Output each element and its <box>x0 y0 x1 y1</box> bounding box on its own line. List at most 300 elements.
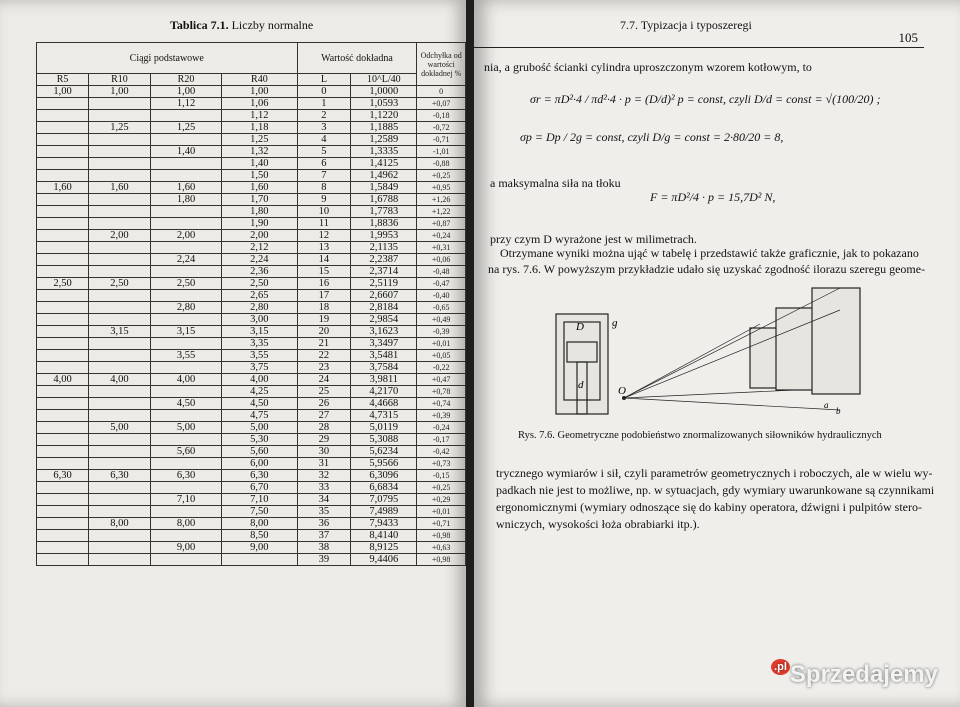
table-row <box>37 122 466 134</box>
table-cell: 22 <box>297 350 351 362</box>
header-r10: R10 <box>89 74 151 86</box>
table-cell <box>150 158 221 170</box>
table-cell: 4,00 <box>150 374 221 386</box>
table-cell <box>89 170 151 182</box>
table-row <box>37 206 466 218</box>
table-cell: 1,12 <box>222 110 297 122</box>
header-exact-value: Wartość dokładna <box>297 43 417 74</box>
table-cell: -0,47 <box>417 278 466 290</box>
table-cell: 1,00 <box>37 86 89 98</box>
table-cell <box>37 194 89 206</box>
table-cell: 4,50 <box>150 398 221 410</box>
table-cell <box>37 242 89 254</box>
table-cell: +0,47 <box>417 374 466 386</box>
table-cell: 23 <box>297 362 351 374</box>
paragraph-line: Otrzymane wyniki można ująć w tabelę i przedstawić także graficznie, jak to pokazano <box>500 246 919 260</box>
table-row <box>37 422 466 434</box>
table-cell: -0,71 <box>417 134 466 146</box>
table-cell: 4,25 <box>222 386 297 398</box>
table-cell: 2,00 <box>89 230 151 242</box>
table-row <box>37 98 466 110</box>
table-cell: 1,25 <box>89 122 151 134</box>
table-cell: 9,00 <box>150 542 221 554</box>
table-cell <box>150 338 221 350</box>
table-cell: 8,00 <box>89 518 151 530</box>
table-cell: -0,65 <box>417 302 466 314</box>
table-cell <box>89 530 151 542</box>
table-cell: 1,0000 <box>351 86 417 98</box>
table-cell: 1,80 <box>150 194 221 206</box>
table-cell: 1,25 <box>222 134 297 146</box>
table-cell <box>150 410 221 422</box>
table-cell <box>89 314 151 326</box>
table-cell <box>37 134 89 146</box>
table-cell: 4,4668 <box>351 398 417 410</box>
table-cell: 6,30 <box>150 470 221 482</box>
table-cell: 7,50 <box>222 506 297 518</box>
table-cell: 1,00 <box>89 86 151 98</box>
table-cell: 10 <box>297 206 351 218</box>
table-cell: 6,70 <box>222 482 297 494</box>
table-cell: 3,75 <box>222 362 297 374</box>
table-cell: 1,7783 <box>351 206 417 218</box>
table-cell <box>37 158 89 170</box>
table-cell: 2,00 <box>150 230 221 242</box>
table-cell <box>37 458 89 470</box>
table-cell <box>89 446 151 458</box>
table-cell <box>150 314 221 326</box>
table-cell: 1,5849 <box>351 182 417 194</box>
table-cell: 6,30 <box>37 470 89 482</box>
table-cell: 24 <box>297 374 351 386</box>
table-cell: 2,24 <box>150 254 221 266</box>
table-cell: 1,6788 <box>351 194 417 206</box>
paragraph-line: przy czym D wyrażone jest w milimetrach. <box>490 232 697 246</box>
paragraph-line: a maksymalna siła na tłoku <box>490 176 621 190</box>
table-cell: 5,60 <box>222 446 297 458</box>
table-cell: 3,5481 <box>351 350 417 362</box>
table-cell: 2,9854 <box>351 314 417 326</box>
table-cell: 36 <box>297 518 351 530</box>
table-cell <box>37 506 89 518</box>
label-O: O <box>618 385 626 397</box>
table-cell: 3,3497 <box>351 338 417 350</box>
table-cell <box>89 254 151 266</box>
table-cell <box>150 458 221 470</box>
table-cell: 19 <box>297 314 351 326</box>
table-cell <box>89 554 151 566</box>
table-cell <box>37 110 89 122</box>
table-cell: +0,71 <box>417 518 466 530</box>
table-cell: 17 <box>297 290 351 302</box>
table-cell: 3 <box>297 122 351 134</box>
header-deviation: Odchyłka od wartości dokładnej % <box>417 43 466 86</box>
table-cell <box>89 362 151 374</box>
normal-numbers-table <box>36 42 466 566</box>
table-cell: 12 <box>297 230 351 242</box>
table-cell <box>89 98 151 110</box>
table-cell: 1,4962 <box>351 170 417 182</box>
table-cell: +0,63 <box>417 542 466 554</box>
table-row <box>37 458 466 470</box>
table-cell: 29 <box>297 434 351 446</box>
table-cell <box>37 542 89 554</box>
table-cell: 9 <box>297 194 351 206</box>
paragraph-line: ergonomicznymi (wymiary odnoszące się do kabiny operatora, dźwigni i pulpitów stero- <box>496 500 922 514</box>
table-cell <box>89 218 151 230</box>
table-cell <box>37 266 89 278</box>
table-cell: 7,10 <box>222 494 297 506</box>
table-row <box>37 338 466 350</box>
table-cell <box>37 398 89 410</box>
table-cell: 7 <box>297 170 351 182</box>
book-gutter <box>466 0 474 707</box>
table-cell <box>37 230 89 242</box>
table-cell <box>37 386 89 398</box>
table-cell: 0 <box>297 86 351 98</box>
table-cell: 1,60 <box>150 182 221 194</box>
table-cell <box>89 194 151 206</box>
table-cell: 2,80 <box>150 302 221 314</box>
table-row <box>37 434 466 446</box>
table-cell: 0 <box>417 86 466 98</box>
table-cell: 9,00 <box>222 542 297 554</box>
formula-force: F = πD²/4 · p = 15,7D² N, <box>650 190 776 204</box>
table-row <box>37 314 466 326</box>
table-cell: -0,40 <box>417 290 466 302</box>
table-cell: 2,50 <box>222 278 297 290</box>
table-cell: 1,60 <box>37 182 89 194</box>
table-cell: 1,2589 <box>351 134 417 146</box>
table-cell: 1,8836 <box>351 218 417 230</box>
table-cell: +0,31 <box>417 242 466 254</box>
label-b: b <box>836 406 841 416</box>
table-cell <box>150 206 221 218</box>
table-cell: 6 <box>297 158 351 170</box>
table-cell: +0,25 <box>417 482 466 494</box>
table-cell <box>89 302 151 314</box>
table-cell <box>150 482 221 494</box>
table-cell <box>150 218 221 230</box>
figure-cylinders <box>540 280 920 420</box>
table-cell <box>89 386 151 398</box>
table-row <box>37 266 466 278</box>
table-cell: 1,1220 <box>351 110 417 122</box>
cylinder-medium-icon <box>776 308 816 390</box>
header-r5: R5 <box>37 74 89 86</box>
table-cell: 8,00 <box>222 518 297 530</box>
table-cell: +0,05 <box>417 350 466 362</box>
table-cell <box>150 362 221 374</box>
table-cell: +0,25 <box>417 170 466 182</box>
table-cell: +0,06 <box>417 254 466 266</box>
table-cell: 2,24 <box>222 254 297 266</box>
table-cell <box>222 554 297 566</box>
table-cell <box>37 362 89 374</box>
table-cell: 37 <box>297 530 351 542</box>
table-row <box>37 146 466 158</box>
table-cell: 35 <box>297 506 351 518</box>
table-cell: 8,9125 <box>351 542 417 554</box>
table-cell: 6,3096 <box>351 470 417 482</box>
table-cell <box>89 350 151 362</box>
table-cell: +0,29 <box>417 494 466 506</box>
table-row <box>37 470 466 482</box>
table-cell: 2,8184 <box>351 302 417 314</box>
table-cell: 5,60 <box>150 446 221 458</box>
table-cell: +0,74 <box>417 398 466 410</box>
table-cell: -0,15 <box>417 470 466 482</box>
table-cell: 13 <box>297 242 351 254</box>
table-cell: 15 <box>297 266 351 278</box>
table-row <box>37 386 466 398</box>
running-header: 7.7. Typizacja i typoszeregi <box>620 18 752 32</box>
table-cell <box>150 110 221 122</box>
table-cell: 38 <box>297 542 351 554</box>
table-cell <box>150 134 221 146</box>
table-row <box>37 110 466 122</box>
table-cell <box>89 134 151 146</box>
table-cell <box>150 290 221 302</box>
table-row <box>37 290 466 302</box>
table-cell: 5,00 <box>222 422 297 434</box>
label-a: a <box>824 400 829 410</box>
table-cell: -0,24 <box>417 422 466 434</box>
table-cell <box>37 122 89 134</box>
table-row <box>37 494 466 506</box>
table-cell <box>37 482 89 494</box>
table-cell: 1,60 <box>222 182 297 194</box>
table-cell: 4 <box>297 134 351 146</box>
label-d: d <box>578 379 584 391</box>
table-cell <box>37 290 89 302</box>
paragraph-line: nia, a grubość ścianki cylindra uproszczonym wzorem kotłowym, to <box>484 60 812 74</box>
cylinder-large-icon <box>812 288 860 394</box>
table-cell: 8,00 <box>150 518 221 530</box>
figure-caption: Rys. 7.6. Geometryczne podobieństwo znormalizowanych siłowników hydraulicznych <box>518 430 882 441</box>
table-cell <box>37 170 89 182</box>
table-cell <box>150 242 221 254</box>
table-cell: 2,6607 <box>351 290 417 302</box>
table-cell: 8 <box>297 182 351 194</box>
table-cell: 7,10 <box>150 494 221 506</box>
table-cell: 2,50 <box>89 278 151 290</box>
table-row <box>37 410 466 422</box>
table-row <box>37 362 466 374</box>
table-cell <box>37 494 89 506</box>
table-cell <box>89 398 151 410</box>
table-cell <box>89 266 151 278</box>
table-cell: +0,98 <box>417 554 466 566</box>
table-cell: 6,30 <box>222 470 297 482</box>
formula-sigma-r: σr = πD²·4 / πd²·4 · p = (D/d)² p = const, czyli D/d = const = √(100/20) ; <box>530 92 881 106</box>
table-cell: 1,1885 <box>351 122 417 134</box>
table-cell: 4,00 <box>222 374 297 386</box>
table-cell: -0,17 <box>417 434 466 446</box>
table-cell: 1,80 <box>222 206 297 218</box>
label-g: g <box>612 317 618 329</box>
table-cell: 3,00 <box>222 314 297 326</box>
table-row <box>37 326 466 338</box>
table-cell <box>37 338 89 350</box>
table-row <box>37 398 466 410</box>
table-cell: 4,00 <box>37 374 89 386</box>
table-cell <box>89 410 151 422</box>
table-cell: 1,00 <box>150 86 221 98</box>
table-cell: 5 <box>297 146 351 158</box>
table-cell: +1,26 <box>417 194 466 206</box>
table-cell: 33 <box>297 482 351 494</box>
table-cell: +0,73 <box>417 458 466 470</box>
table-cell: 25 <box>297 386 351 398</box>
table-cell: 30 <box>297 446 351 458</box>
table-cell <box>37 146 89 158</box>
table-cell: 6,00 <box>222 458 297 470</box>
table-cell: 26 <box>297 398 351 410</box>
table-row <box>37 158 466 170</box>
table-cell <box>89 494 151 506</box>
table-row <box>37 542 466 554</box>
table-cell: 1,3335 <box>351 146 417 158</box>
table-cell: 5,9566 <box>351 458 417 470</box>
table-cell <box>89 290 151 302</box>
table-row <box>37 518 466 530</box>
table-cell: 3,9811 <box>351 374 417 386</box>
table-cell: 1,32 <box>222 146 297 158</box>
table-cell: 2,65 <box>222 290 297 302</box>
table-cell: 2,3714 <box>351 266 417 278</box>
table-cell: 4,7315 <box>351 410 417 422</box>
label-D: D <box>576 321 584 333</box>
table-cell: -0,88 <box>417 158 466 170</box>
table-cell <box>89 434 151 446</box>
header-rule <box>474 47 924 48</box>
table-cell: -0,39 <box>417 326 466 338</box>
table-cell: 2,12 <box>222 242 297 254</box>
table-cell: -0,72 <box>417 122 466 134</box>
table-row <box>37 194 466 206</box>
table-cell: 3,15 <box>89 326 151 338</box>
table-cell: 3,1623 <box>351 326 417 338</box>
table-cell: -0,42 <box>417 446 466 458</box>
header-r20: R20 <box>150 74 221 86</box>
table-cell: 8,4140 <box>351 530 417 542</box>
table-cell <box>150 434 221 446</box>
table-cell: 1,50 <box>222 170 297 182</box>
table-row <box>37 350 466 362</box>
table-cell: 3,7584 <box>351 362 417 374</box>
table-row <box>37 182 466 194</box>
table-cell: 2,5119 <box>351 278 417 290</box>
table-cell: 5,30 <box>222 434 297 446</box>
table-cell: 4,75 <box>222 410 297 422</box>
table-cell <box>150 530 221 542</box>
table-cell: 2 <box>297 110 351 122</box>
table-cell: 27 <box>297 410 351 422</box>
table-cell: +0,39 <box>417 410 466 422</box>
watermark-badge: .pl <box>771 659 790 675</box>
table-cell: 1,60 <box>89 182 151 194</box>
table-cell: 4,50 <box>222 398 297 410</box>
table-cell: 2,2387 <box>351 254 417 266</box>
table-cell <box>150 554 221 566</box>
table-row <box>37 530 466 542</box>
table-cell <box>37 98 89 110</box>
table-cell: 5,00 <box>150 422 221 434</box>
table-cell <box>37 530 89 542</box>
table-cell: 7,9433 <box>351 518 417 530</box>
table-row <box>37 170 466 182</box>
table-cell: +0,24 <box>417 230 466 242</box>
table-row <box>37 254 466 266</box>
table-cell <box>89 206 151 218</box>
formula-sigma-p: σp = Dp / 2g = const, czyli D/g = const = 2·80/20 = 8, <box>520 130 784 144</box>
table-cell: 6,6834 <box>351 482 417 494</box>
table-cell: 1,00 <box>222 86 297 98</box>
table-cell: 2,1135 <box>351 242 417 254</box>
table-cell: 3,55 <box>222 350 297 362</box>
table-cell: 39 <box>297 554 351 566</box>
paragraph-line: trycznego wymiarów i sił, czyli parametrów geometrycznych i roboczych, ale w wielu wy- <box>496 466 933 480</box>
table-row <box>37 506 466 518</box>
table-cell <box>150 506 221 518</box>
table-cell: +0,01 <box>417 506 466 518</box>
table-cell <box>37 326 89 338</box>
table-cell <box>89 542 151 554</box>
header-basic-series: Ciągi podstawowe <box>37 43 298 74</box>
table-cell: 7,4989 <box>351 506 417 518</box>
table-row <box>37 554 466 566</box>
table-cell: 4,2170 <box>351 386 417 398</box>
header-exponent: 10^L/40 <box>351 74 417 86</box>
table-cell: 2,50 <box>37 278 89 290</box>
table-cell <box>37 302 89 314</box>
table-cell: 21 <box>297 338 351 350</box>
table-cell: -1,01 <box>417 146 466 158</box>
table-cell <box>37 410 89 422</box>
table-row <box>37 374 466 386</box>
table-cell <box>150 266 221 278</box>
table-cell: +0,87 <box>417 218 466 230</box>
header-r40: R40 <box>222 74 297 86</box>
table-cell: -0,48 <box>417 266 466 278</box>
table-cell: 1,0593 <box>351 98 417 110</box>
table-cell <box>37 434 89 446</box>
table-cell: +1,22 <box>417 206 466 218</box>
paragraph-line: na rys. 7.6. W powyższym przykładzie udało się uzyskać zgodność ilorazu szeregu geome- <box>488 262 926 276</box>
table-cell: +0,01 <box>417 338 466 350</box>
table-cell <box>89 158 151 170</box>
table-cell: 14 <box>297 254 351 266</box>
table-cell <box>89 458 151 470</box>
table-cell <box>89 506 151 518</box>
table-cell: 20 <box>297 326 351 338</box>
table-cell: 1,12 <box>150 98 221 110</box>
table-cell: 31 <box>297 458 351 470</box>
table-cell: 1 <box>297 98 351 110</box>
watermark-logo: $^{.pl}$ Sprzedajemy <box>771 661 938 689</box>
table-cell: 1,06 <box>222 98 297 110</box>
table-cell: 34 <box>297 494 351 506</box>
table-cell: +0,98 <box>417 530 466 542</box>
table-cell: -0,22 <box>417 362 466 374</box>
table-body <box>37 86 466 566</box>
table-cell: 1,90 <box>222 218 297 230</box>
paragraph-line: padkach nie jest to możliwe, np. w sytuacjach, gdy wymiary uwarunkowane są czynnikami <box>496 483 935 497</box>
table-cell: 1,40 <box>222 158 297 170</box>
table-cell: 1,70 <box>222 194 297 206</box>
table-cell: 6,30 <box>89 470 151 482</box>
